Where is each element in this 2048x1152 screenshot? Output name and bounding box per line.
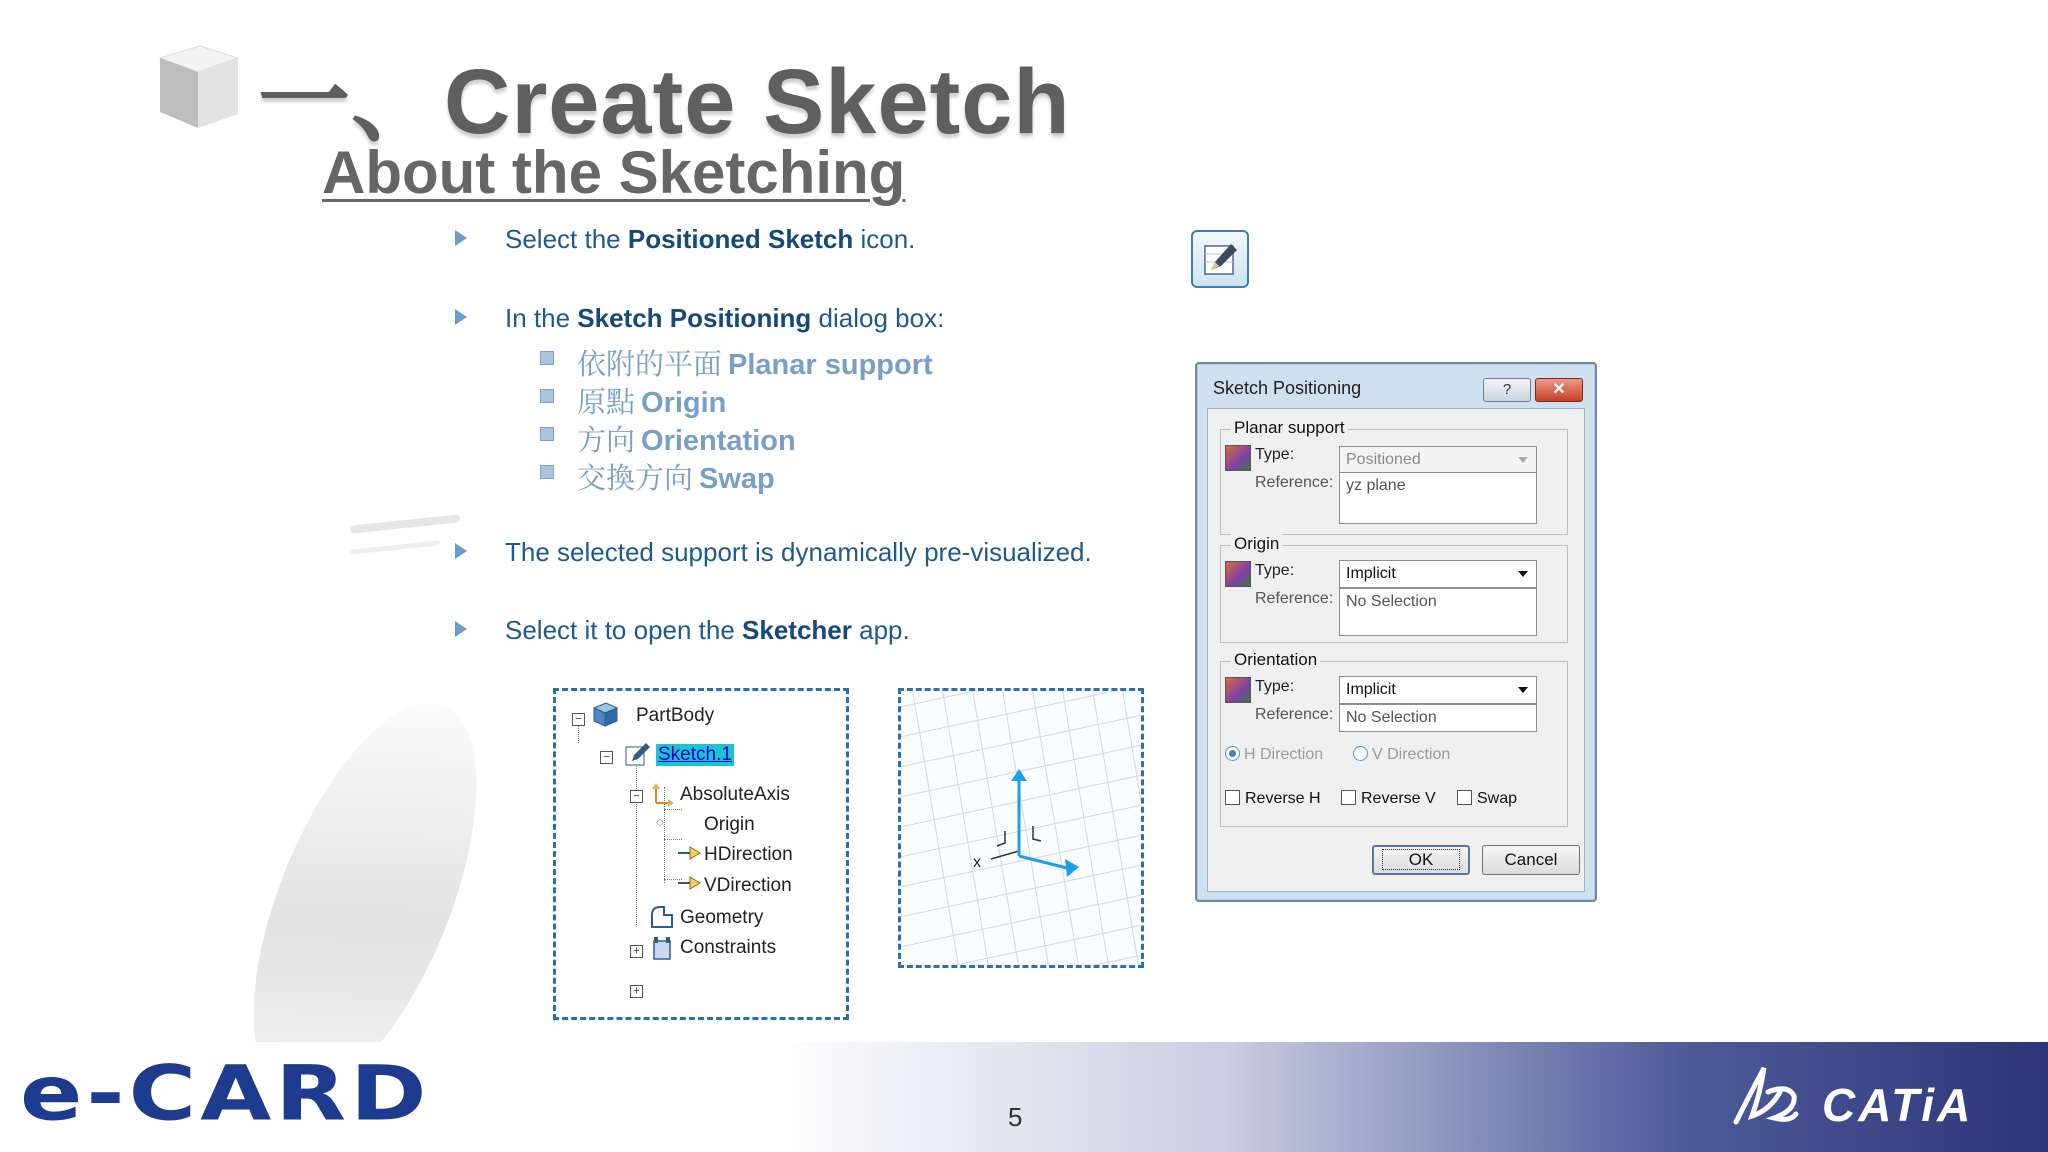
type-label: Type: <box>1255 562 1295 579</box>
bullet-triangle-icon <box>455 230 467 246</box>
planar-support-type-icon <box>1225 445 1251 471</box>
chevron-down-icon <box>1518 457 1528 463</box>
origin-group <box>1220 534 1568 643</box>
dialog-body <box>1207 408 1585 892</box>
tree-item-hdirection[interactable]: HDirection <box>704 844 793 865</box>
orientation-label: Orientation <box>1231 650 1320 670</box>
specification-tree <box>553 688 849 1020</box>
bullet-triangle-icon <box>455 621 467 637</box>
origin-label: Origin <box>1231 534 1282 554</box>
h-direction-radio[interactable]: H Direction <box>1225 746 1323 764</box>
reverse-h-checkbox[interactable]: Reverse H <box>1225 790 1321 808</box>
help-button[interactable]: ? <box>1483 378 1531 402</box>
sketch-positioning-dialog <box>1195 362 1597 902</box>
chevron-down-icon <box>1518 571 1528 577</box>
cancel-button[interactable]: Cancel <box>1482 845 1580 875</box>
v-direction-radio[interactable]: V Direction <box>1353 746 1450 764</box>
positioned-sketch-icon[interactable] <box>1191 230 1249 288</box>
ecard-logo: e-CARD <box>20 1050 431 1138</box>
page-number: 5 <box>1008 1102 1023 1132</box>
swap-checkbox[interactable]: Swap <box>1457 790 1517 808</box>
dassault-systemes-logo <box>1730 1058 1800 1130</box>
page-subtitle: About the Sketching <box>322 139 906 206</box>
collapse-toggle[interactable]: − <box>630 790 643 803</box>
square-bullet-icon <box>540 351 554 365</box>
direction-arrow-icon <box>676 873 702 893</box>
square-bullet-icon <box>540 389 554 403</box>
radio-icon <box>1353 746 1368 761</box>
origin-type-select[interactable]: Implicit <box>1339 560 1537 588</box>
planar-support-label: Planar support <box>1231 418 1348 438</box>
orientation-type-icon <box>1225 677 1251 703</box>
expand-toggle[interactable]: + <box>630 985 643 998</box>
sketch-preview-panel <box>898 688 1144 968</box>
preview-grid <box>901 691 1141 965</box>
tree-item-geometry[interactable]: Geometry <box>680 907 764 928</box>
reference-label: Reference: <box>1255 706 1334 723</box>
orientation-reference-field[interactable]: No Selection <box>1339 704 1537 732</box>
page-title: 一、Create Sketch <box>258 51 1071 153</box>
ok-button[interactable]: OK <box>1372 845 1470 875</box>
collapse-toggle[interactable]: − <box>572 713 585 726</box>
cube-icon <box>150 40 242 132</box>
type-label: Type: <box>1255 678 1295 695</box>
orientation-type-select[interactable]: Implicit <box>1339 676 1537 704</box>
tree-item-constraints[interactable]: Constraints <box>680 937 777 958</box>
close-button[interactable]: ✕ <box>1535 378 1583 402</box>
planar-support-type-select[interactable]: Positioned <box>1339 446 1537 474</box>
tree-item-absoluteaxis[interactable]: AbsoluteAxis <box>680 784 790 805</box>
pencil-icon <box>1193 232 1247 286</box>
reference-label: Reference: <box>1255 474 1334 491</box>
tree-item-sketch-1[interactable]: Sketch.1 <box>658 744 732 765</box>
geometry-icon <box>648 903 676 931</box>
reverse-v-checkbox[interactable]: Reverse V <box>1341 790 1436 808</box>
tree-item-vdirection[interactable]: VDirection <box>704 875 792 896</box>
collapse-toggle[interactable]: − <box>600 751 613 764</box>
radio-selected-icon <box>1225 746 1240 761</box>
type-label: Type: <box>1255 446 1295 463</box>
planar-support-group <box>1220 418 1568 535</box>
x-axis-label: x <box>973 854 981 871</box>
constraints-icon <box>648 935 676 963</box>
origin-reference-field[interactable]: No Selection <box>1339 588 1537 636</box>
reference-label: Reference: <box>1255 590 1334 607</box>
origin-type-icon <box>1225 561 1251 587</box>
chevron-down-icon <box>1518 687 1528 693</box>
background-swoosh-line <box>350 540 440 554</box>
dialog-title: Sketch Positioning <box>1213 378 1362 398</box>
partbody-icon <box>590 699 620 729</box>
point-icon: ◇ <box>656 817 664 828</box>
bullet-triangle-icon <box>455 543 467 559</box>
bullet-triangle-icon <box>455 309 467 325</box>
orientation-group <box>1220 650 1568 827</box>
tree-item-origin[interactable]: Origin <box>704 814 755 835</box>
direction-arrow-icon <box>676 843 702 863</box>
background-swoosh-line <box>350 514 460 533</box>
planar-support-reference-field[interactable]: yz plane <box>1339 472 1537 524</box>
axis-system-icon <box>648 781 676 807</box>
tree-item-partbody[interactable]: PartBody <box>636 705 715 726</box>
sketch-icon <box>624 741 652 767</box>
square-bullet-icon <box>540 427 554 441</box>
catia-logo-text: CATiA <box>1822 1079 1974 1131</box>
square-bullet-icon <box>540 465 554 479</box>
expand-toggle[interactable]: + <box>630 945 643 958</box>
